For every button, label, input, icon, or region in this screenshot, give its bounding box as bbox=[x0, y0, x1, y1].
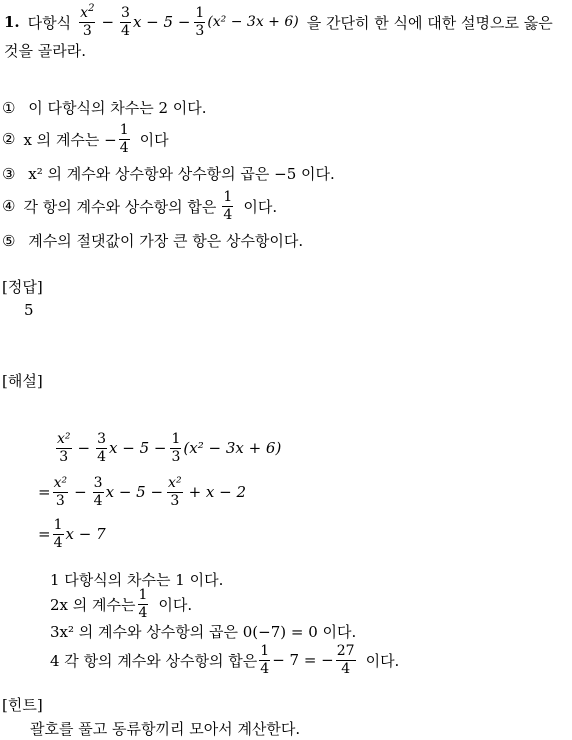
option-5-text: 계수의 절댓값이 가장 큰 항은 상수항이다. bbox=[28, 232, 304, 250]
exp-l1-frac-b bbox=[96, 432, 107, 464]
exp-l2-eq: = bbox=[38, 483, 51, 501]
exp-l1-frac-c-num: 1 bbox=[171, 430, 181, 447]
option-4-frac bbox=[222, 190, 233, 222]
explanation-line-1: $\frac{\text{x²}}{3}$ − $\frac{3}{4}$ x − 5 − $\frac{1}{3}$ (x² − 3x + 6) bbox=[57, 430, 282, 465]
exp-note-4 bbox=[50, 640, 399, 680]
option-2-frac-den: 4 bbox=[119, 139, 129, 156]
option-1 bbox=[2, 97, 207, 118]
explanation-label: [해설] bbox=[2, 372, 43, 390]
exp-l1-frac-a-den: 3 bbox=[59, 448, 69, 465]
exp-l2-frac-c-den: 3 bbox=[170, 492, 180, 509]
option-4 bbox=[2, 187, 277, 225]
exp-l2-tail: + x − 2 bbox=[188, 483, 247, 501]
exp-note-2-post: 이다. bbox=[158, 595, 193, 614]
exp-l1-frac-a bbox=[56, 432, 72, 464]
expr-middle: x − 5 − bbox=[132, 13, 191, 31]
option-1-marker: ① bbox=[2, 99, 16, 117]
exp-note-3: 3x² 의 계수와 상수항의 곱은 0(−7) = 0 이다. bbox=[50, 623, 357, 641]
hint-label: [힌트] bbox=[2, 696, 43, 714]
exp-l1-frac-c bbox=[170, 432, 181, 464]
exp-note-2 bbox=[50, 585, 192, 623]
option-4-pre: 각 항의 계수와 상수항의 합은 bbox=[23, 197, 217, 216]
expr-frac-x2-3 bbox=[79, 2, 95, 39]
option-4-post: 이다. bbox=[243, 197, 278, 216]
exp-l1-frac-b-num: 3 bbox=[97, 430, 107, 447]
expr-frac-x2-num: $x^2$ bbox=[80, 2, 95, 21]
exp-note-4-frac-b-num: 27 bbox=[336, 642, 355, 659]
question-lead: 다항식 bbox=[27, 13, 72, 32]
exp-note-4-frac-a-den: 4 bbox=[260, 660, 270, 677]
exp-note-4-frac-b bbox=[336, 644, 356, 676]
expr-frac-1-3 bbox=[194, 6, 205, 38]
exp-l2-frac-a-den: 3 bbox=[55, 492, 65, 509]
expr-paren: (x² − 3x + 6) bbox=[207, 14, 299, 30]
expr-frac-3-4-den: 4 bbox=[121, 22, 130, 39]
answer-value: 5 bbox=[24, 301, 34, 319]
option-2-post: 이다 bbox=[139, 130, 169, 149]
exp-note-1: 1 다항식의 차수는 1 이다. bbox=[50, 571, 224, 589]
option-2-frac-num: 1 bbox=[119, 121, 129, 138]
exp-l3-eq: = bbox=[38, 525, 51, 543]
exp-note-4-frac-a-num: 1 bbox=[260, 642, 270, 659]
expr-frac-1-3-den: 3 bbox=[195, 22, 205, 39]
exp-note-4-mid: − 7 = − bbox=[272, 651, 334, 669]
question-tail: 을 간단히 한 식에 대한 설명으로 옳은 bbox=[306, 13, 553, 32]
expr-minus-1: − bbox=[101, 13, 115, 31]
exp-l2-frac-b-den: 4 bbox=[93, 492, 103, 509]
option-4-marker: ④ bbox=[2, 197, 16, 215]
option-2-pre: x 의 계수는 − bbox=[23, 130, 117, 149]
exp-l1-frac-b-den: 4 bbox=[97, 448, 107, 465]
exp-l3-frac bbox=[53, 518, 64, 550]
question-line-1 bbox=[4, 2, 553, 39]
exp-l2-mid: x − 5 − bbox=[105, 483, 164, 501]
option-4-frac-num: 1 bbox=[223, 188, 233, 205]
option-4-frac-den: 4 bbox=[223, 206, 233, 223]
question-line-2: 것을 골라라. bbox=[4, 42, 86, 60]
expr-frac-3-4-num: 3 bbox=[121, 4, 130, 21]
exp-l2-frac-c bbox=[167, 476, 183, 508]
answer-label: [정답] bbox=[2, 278, 43, 296]
option-5-marker: ⑤ bbox=[2, 232, 16, 250]
exp-l3-frac-num: 1 bbox=[53, 516, 63, 533]
option-3-text: x² 의 계수와 상수항와 상수항의 곱은 −5 이다. bbox=[28, 165, 335, 183]
exp-note-4-frac-a bbox=[259, 644, 270, 676]
option-1-text: 이 다항식의 차수는 2 이다. bbox=[28, 99, 207, 117]
exp-l2-frac-c-num: x² bbox=[168, 474, 182, 491]
exp-l2-frac-b bbox=[93, 476, 104, 508]
exp-l1-tail: (x² − 3x + 6) bbox=[183, 439, 282, 457]
expr-frac-x2-den: 3 bbox=[82, 22, 92, 39]
exp-l2-frac-b-num: 3 bbox=[93, 474, 103, 491]
hint-text: 괄호를 풀고 동류항끼리 모아서 계산한다. bbox=[30, 720, 301, 738]
explanation-line-2: = $\frac{\text{x²}}{3}$ − $\frac{3}{4}$ x − 5 − $\frac{\text{x²}}{3}$ + x − 2 bbox=[38, 474, 247, 509]
exp-l3-tail: x − 7 bbox=[65, 525, 106, 543]
option-3 bbox=[2, 163, 335, 184]
question-number: 1. bbox=[4, 13, 20, 31]
exp-l1-frac-c-den: 3 bbox=[171, 448, 181, 465]
explanation-line-3 bbox=[38, 514, 106, 554]
exp-l3-frac-den: 4 bbox=[53, 534, 63, 551]
option-2 bbox=[2, 121, 169, 157]
exp-note-2-frac-den: 4 bbox=[138, 604, 148, 621]
option-3-marker: ③ bbox=[2, 165, 16, 183]
exp-note-2-pre: 2x 의 계수는 bbox=[50, 595, 136, 614]
exp-note-2-frac-num: 1 bbox=[138, 586, 148, 603]
exp-l1-frac-a-num: x² bbox=[57, 430, 71, 447]
option-2-frac bbox=[119, 123, 130, 155]
expr-frac-3-4 bbox=[120, 6, 131, 38]
option-5 bbox=[2, 230, 303, 251]
exp-l2-frac-a bbox=[53, 476, 69, 508]
exp-note-2-frac bbox=[138, 588, 149, 620]
exp-note-4-frac-b-den: 4 bbox=[341, 660, 351, 677]
expr-frac-1-3-num: 1 bbox=[195, 4, 205, 21]
option-2-marker: ② bbox=[2, 130, 16, 148]
exp-l2-frac-a-num: x² bbox=[53, 474, 68, 491]
exp-note-4-post: 이다. bbox=[365, 651, 400, 670]
exp-note-4-pre: 4 각 항의 계수와 상수항의 합은 bbox=[50, 651, 258, 670]
